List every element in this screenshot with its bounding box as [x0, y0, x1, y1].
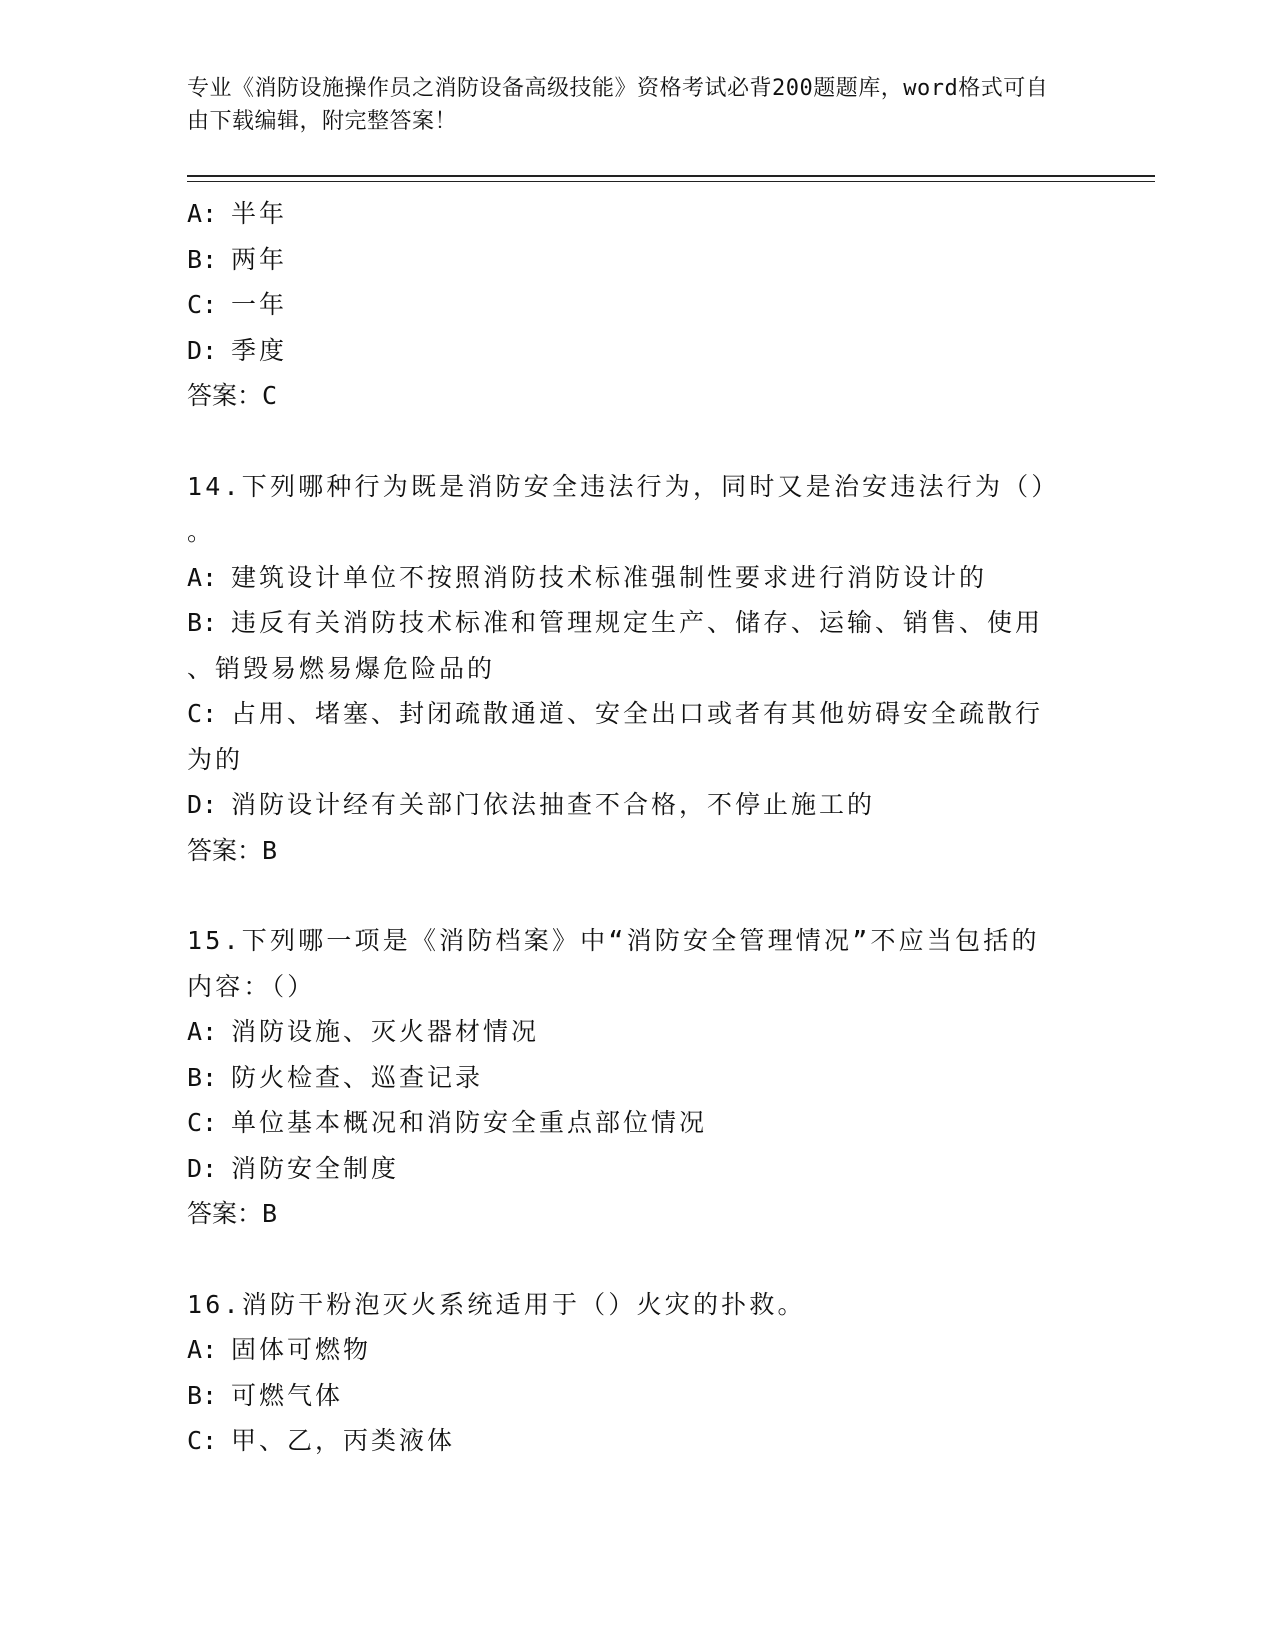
- option-b: [187, 237, 1067, 283]
- option-b-continued: 、销毁易燃易爆危险品的: [187, 653, 496, 683]
- answer-value: B: [262, 835, 278, 865]
- option-text: 消防设施、灭火器材情况: [231, 1017, 540, 1046]
- option-label: C:: [187, 1426, 218, 1455]
- answer: [187, 1191, 1067, 1237]
- option-label: D:: [187, 335, 218, 365]
- option-d: [187, 1146, 1067, 1192]
- option-label: B:: [187, 244, 218, 274]
- option-text: 违反有关消防技术标准和管理规定生产、储存、运输、销售、使用: [231, 608, 1044, 637]
- answer-label: 答案：: [187, 835, 263, 865]
- option-a: [187, 1009, 1067, 1055]
- option-text: 消防安全制度: [231, 1153, 400, 1183]
- option-text: 固体可燃物: [231, 1335, 372, 1364]
- option-label: D:: [187, 790, 218, 819]
- option-label: D:: [187, 1153, 218, 1183]
- question-14: [187, 464, 1067, 874]
- question-16: [187, 1282, 1067, 1464]
- question-stem-continued: 。: [187, 517, 216, 546]
- option-text: 消防设计经有关部门依法抽查不合格，不停止施工的: [231, 790, 876, 819]
- document-header: 专业《消防设施操作员之消防设备高级技能》资格考试必背200题题库，word格式可自由下载编辑，附完整答案！: [187, 76, 1049, 134]
- option-text: 一年: [231, 290, 288, 319]
- spacer: [187, 1237, 1067, 1282]
- answer: [187, 373, 1067, 419]
- option-b: [187, 600, 1067, 646]
- answer-value: C: [262, 381, 278, 410]
- spacer: [187, 419, 1067, 464]
- option-text: 防火检查、巡查记录: [231, 1062, 484, 1092]
- option-text: 两年: [231, 244, 288, 274]
- option-text: 可燃气体: [231, 1380, 344, 1410]
- header-rule-thin: [187, 181, 1155, 182]
- option-c: [187, 1418, 1067, 1464]
- question-stem: 14.下列哪种行为既是消防安全违法行为，同时又是治安违法行为（）: [187, 471, 1060, 501]
- option-text: 单位基本概况和消防安全重点部位情况: [231, 1108, 708, 1137]
- option-b: [187, 1373, 1067, 1419]
- answer: [187, 828, 1067, 874]
- option-c: [187, 691, 1067, 737]
- option-a: [187, 555, 1067, 601]
- option-label: A:: [187, 199, 218, 228]
- question-stem: 15.下列哪一项是《消防档案》中“消防安全管理情况”不应当包括的: [187, 926, 1040, 955]
- option-c-continued: 为的: [187, 744, 244, 774]
- question-list: [187, 191, 1067, 1464]
- option-label: A:: [187, 1335, 218, 1364]
- option-text: 甲、乙，丙类液体: [231, 1426, 456, 1455]
- header-rule-thick: [187, 175, 1155, 177]
- option-label: C:: [187, 1108, 218, 1137]
- option-label: B:: [187, 608, 218, 637]
- option-label: C:: [187, 699, 218, 728]
- question-stem: 16.消防干粉泡灭火系统适用于（）火灾的扑救。: [187, 1289, 806, 1319]
- question-stem-continued: 内容：（）: [187, 971, 316, 1001]
- option-a: [187, 1327, 1067, 1373]
- option-label: B:: [187, 1062, 218, 1092]
- answer-label: 答案：: [187, 381, 263, 410]
- option-text: 建筑设计单位不按照消防技术标准强制性要求进行消防设计的: [231, 562, 988, 592]
- option-c: [187, 1100, 1067, 1146]
- option-c: [187, 282, 1067, 328]
- answer-label: 答案：: [187, 1199, 263, 1228]
- option-label: A:: [187, 1017, 218, 1046]
- question-13: [187, 191, 1067, 419]
- option-label: A:: [187, 562, 218, 592]
- option-a: [187, 191, 1067, 237]
- option-label: B:: [187, 1380, 218, 1410]
- option-d: [187, 328, 1067, 374]
- option-label: C:: [187, 290, 218, 319]
- answer-value: B: [262, 1199, 278, 1228]
- option-text: 占用、堵塞、封闭疏散通道、安全出口或者有其他妨碍安全疏散行: [231, 699, 1044, 728]
- option-b: [187, 1055, 1067, 1101]
- option-d: [187, 782, 1067, 828]
- question-15: [187, 918, 1067, 1237]
- spacer: [187, 873, 1067, 918]
- option-text: 季度: [231, 335, 288, 365]
- option-text: 半年: [231, 199, 288, 228]
